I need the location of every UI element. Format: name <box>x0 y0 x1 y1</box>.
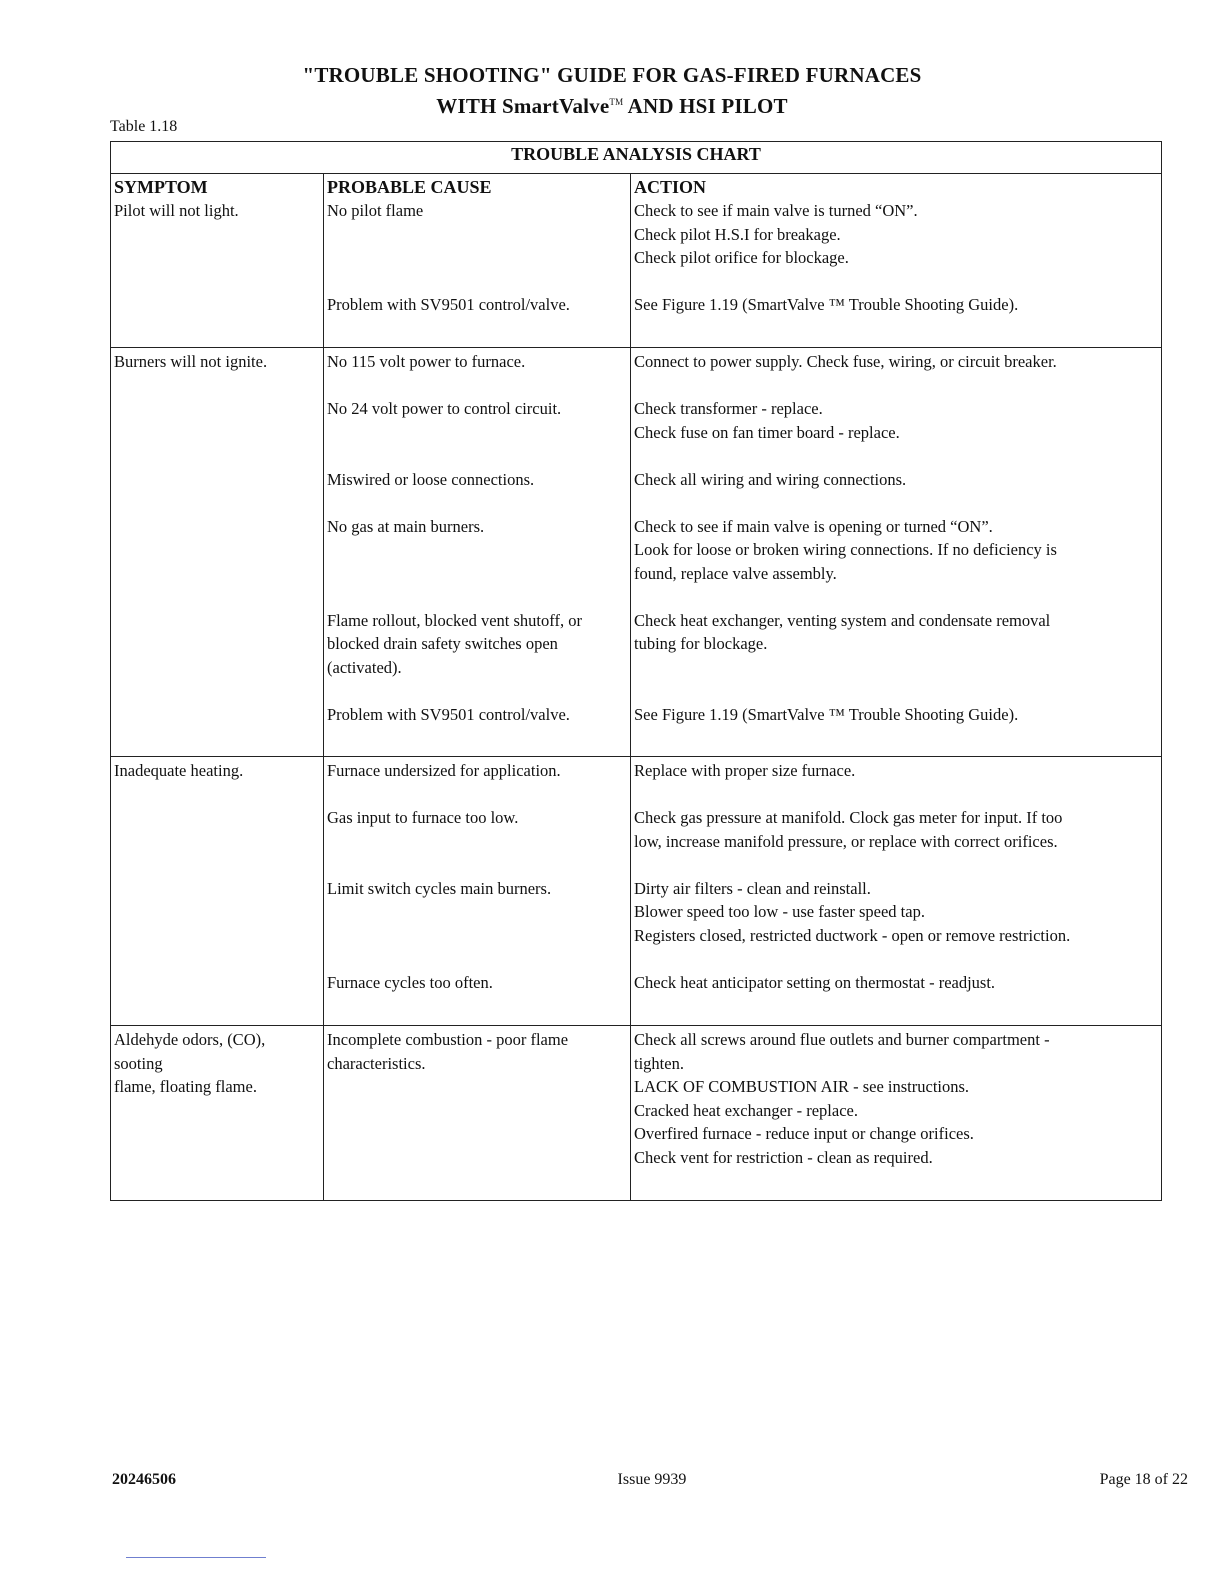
table-row <box>111 174 1161 348</box>
cause-header: PROBABLE CAUSE <box>327 177 492 197</box>
cause-cell <box>323 1026 630 1200</box>
action-text: Registers closed, restricted ductwork - open or remove restriction. <box>634 925 1071 945</box>
action-text: tubing for blockage. <box>634 634 768 653</box>
action-cell <box>630 174 1161 347</box>
action-text: Check to see if main valve is turned “ON”. <box>634 201 918 220</box>
cause-text: Furnace undersized for application. <box>327 761 561 780</box>
title-line-2 <box>0 89 1224 120</box>
table-row <box>111 757 1161 1026</box>
action-text: Cracked heat exchanger - replace. <box>634 1100 858 1120</box>
cause-cell <box>323 174 630 347</box>
trademark-mark: TM <box>609 97 624 107</box>
action-header: ACTION <box>634 177 707 197</box>
action-text: Blower speed too low - use faster speed tap. <box>634 902 925 921</box>
title-line-2-prefix: WITH SmartValve <box>436 94 610 118</box>
symptom-text: Burners will not ignite. <box>114 352 268 371</box>
cause-text: Problem with SV9501 control/valve. <box>327 295 570 314</box>
table-row <box>111 348 1161 757</box>
chart-title: TROUBLE ANALYSIS CHART <box>111 142 1161 174</box>
trouble-analysis-chart <box>110 141 1162 1201</box>
action-text: Replace with proper size furnace. <box>634 761 856 780</box>
action-text: Check pilot orifice for blockage. <box>634 248 849 267</box>
cause-text: blocked drain safety switches open <box>327 634 558 653</box>
symptom-text: Inadequate heating. <box>114 761 244 780</box>
cause-text: Furnace cycles too often. <box>327 972 493 992</box>
footer-rule <box>126 1557 266 1558</box>
symptom-text: Pilot will not light. <box>114 201 239 220</box>
symptom-cell <box>111 348 323 756</box>
page-number: Page 18 of 22 <box>1099 1471 1188 1488</box>
action-text: Check transformer - replace. <box>634 399 823 418</box>
document-title <box>0 62 1224 120</box>
cause-text: Miswired or loose connections. <box>327 469 535 489</box>
action-text: Check vent for restriction - clean as required. <box>634 1147 933 1167</box>
action-text: Look for loose or broken wiring connections. If no deficiency is <box>634 540 1057 559</box>
cause-text: Limit switch cycles main burners. <box>327 878 552 898</box>
symptom-cell <box>111 174 323 347</box>
issue-number: Issue 9939 <box>617 1471 687 1488</box>
action-cell <box>630 757 1161 1025</box>
action-text: found, replace valve assembly. <box>634 563 837 583</box>
action-text: See Figure 1.19 (SmartValve ™ Trouble Shooting Guide). <box>634 295 1019 314</box>
action-text: Check heat exchanger, venting system and condensate removal <box>634 610 1051 630</box>
action-cell <box>630 348 1161 756</box>
cause-text: No gas at main burners. <box>327 516 485 536</box>
action-text: Check heat anticipator setting on thermostat - readjust. <box>634 972 996 992</box>
cause-text: Flame rollout, blocked vent shutoff, or <box>327 610 582 630</box>
table-row <box>111 1026 1161 1200</box>
symptom-text: sooting <box>114 1053 163 1073</box>
cause-text: characteristics. <box>327 1053 426 1073</box>
action-text: tighten. <box>634 1053 684 1073</box>
cause-text: Problem with SV9501 control/valve. <box>327 704 570 724</box>
action-text: See Figure 1.19 (SmartValve ™ Trouble Shooting Guide). <box>634 704 1019 724</box>
action-text: Check all wiring and wiring connections. <box>634 469 907 489</box>
cause-text: Gas input to furnace too low. <box>327 808 519 827</box>
cause-text: No pilot flame <box>327 201 424 220</box>
action-text: Check pilot H.S.I for breakage. <box>634 224 841 244</box>
symptom-text: flame, floating flame. <box>114 1077 257 1096</box>
document-number: 20246506 <box>112 1471 176 1488</box>
action-text: Check to see if main valve is opening or turned “ON”. <box>634 516 993 536</box>
cause-text: No 24 volt power to control circuit. <box>327 399 562 418</box>
action-cell <box>630 1026 1161 1200</box>
cause-text: No 115 volt power to furnace. <box>327 352 526 371</box>
action-text: Connect to power supply. Check fuse, wiring, or circuit breaker. <box>634 352 1057 371</box>
title-line-1: "TROUBLE SHOOTING" GUIDE FOR GAS-FIRED FURNACES <box>302 63 922 87</box>
action-text: low, increase manifold pressure, or replace with correct orifices. <box>634 831 1058 851</box>
cause-cell <box>323 757 630 1025</box>
action-text: Check fuse on fan timer board - replace. <box>634 422 900 442</box>
symptom-cell <box>111 757 323 1025</box>
cause-cell <box>323 348 630 756</box>
title-line-2-suffix: AND HSI PILOT <box>623 94 788 118</box>
table-label: Table 1.18 <box>110 118 178 135</box>
action-text: LACK OF COMBUSTION AIR - see instructions. <box>634 1077 970 1096</box>
symptom-cell <box>111 1026 323 1200</box>
action-text: Check gas pressure at manifold. Clock gas meter for input. If too <box>634 808 1063 827</box>
cause-text: (activated). <box>327 657 402 677</box>
action-text: Check all screws around flue outlets and burner compartment - <box>634 1030 1050 1049</box>
action-text: Overfired furnace - reduce input or change orifices. <box>634 1124 974 1143</box>
symptom-text: Aldehyde odors, (CO), <box>114 1030 266 1049</box>
action-text: Dirty air filters - clean and reinstall. <box>634 878 871 898</box>
symptom-header: SYMPTOM <box>114 177 208 197</box>
cause-text: Incomplete combustion - poor flame <box>327 1030 569 1049</box>
